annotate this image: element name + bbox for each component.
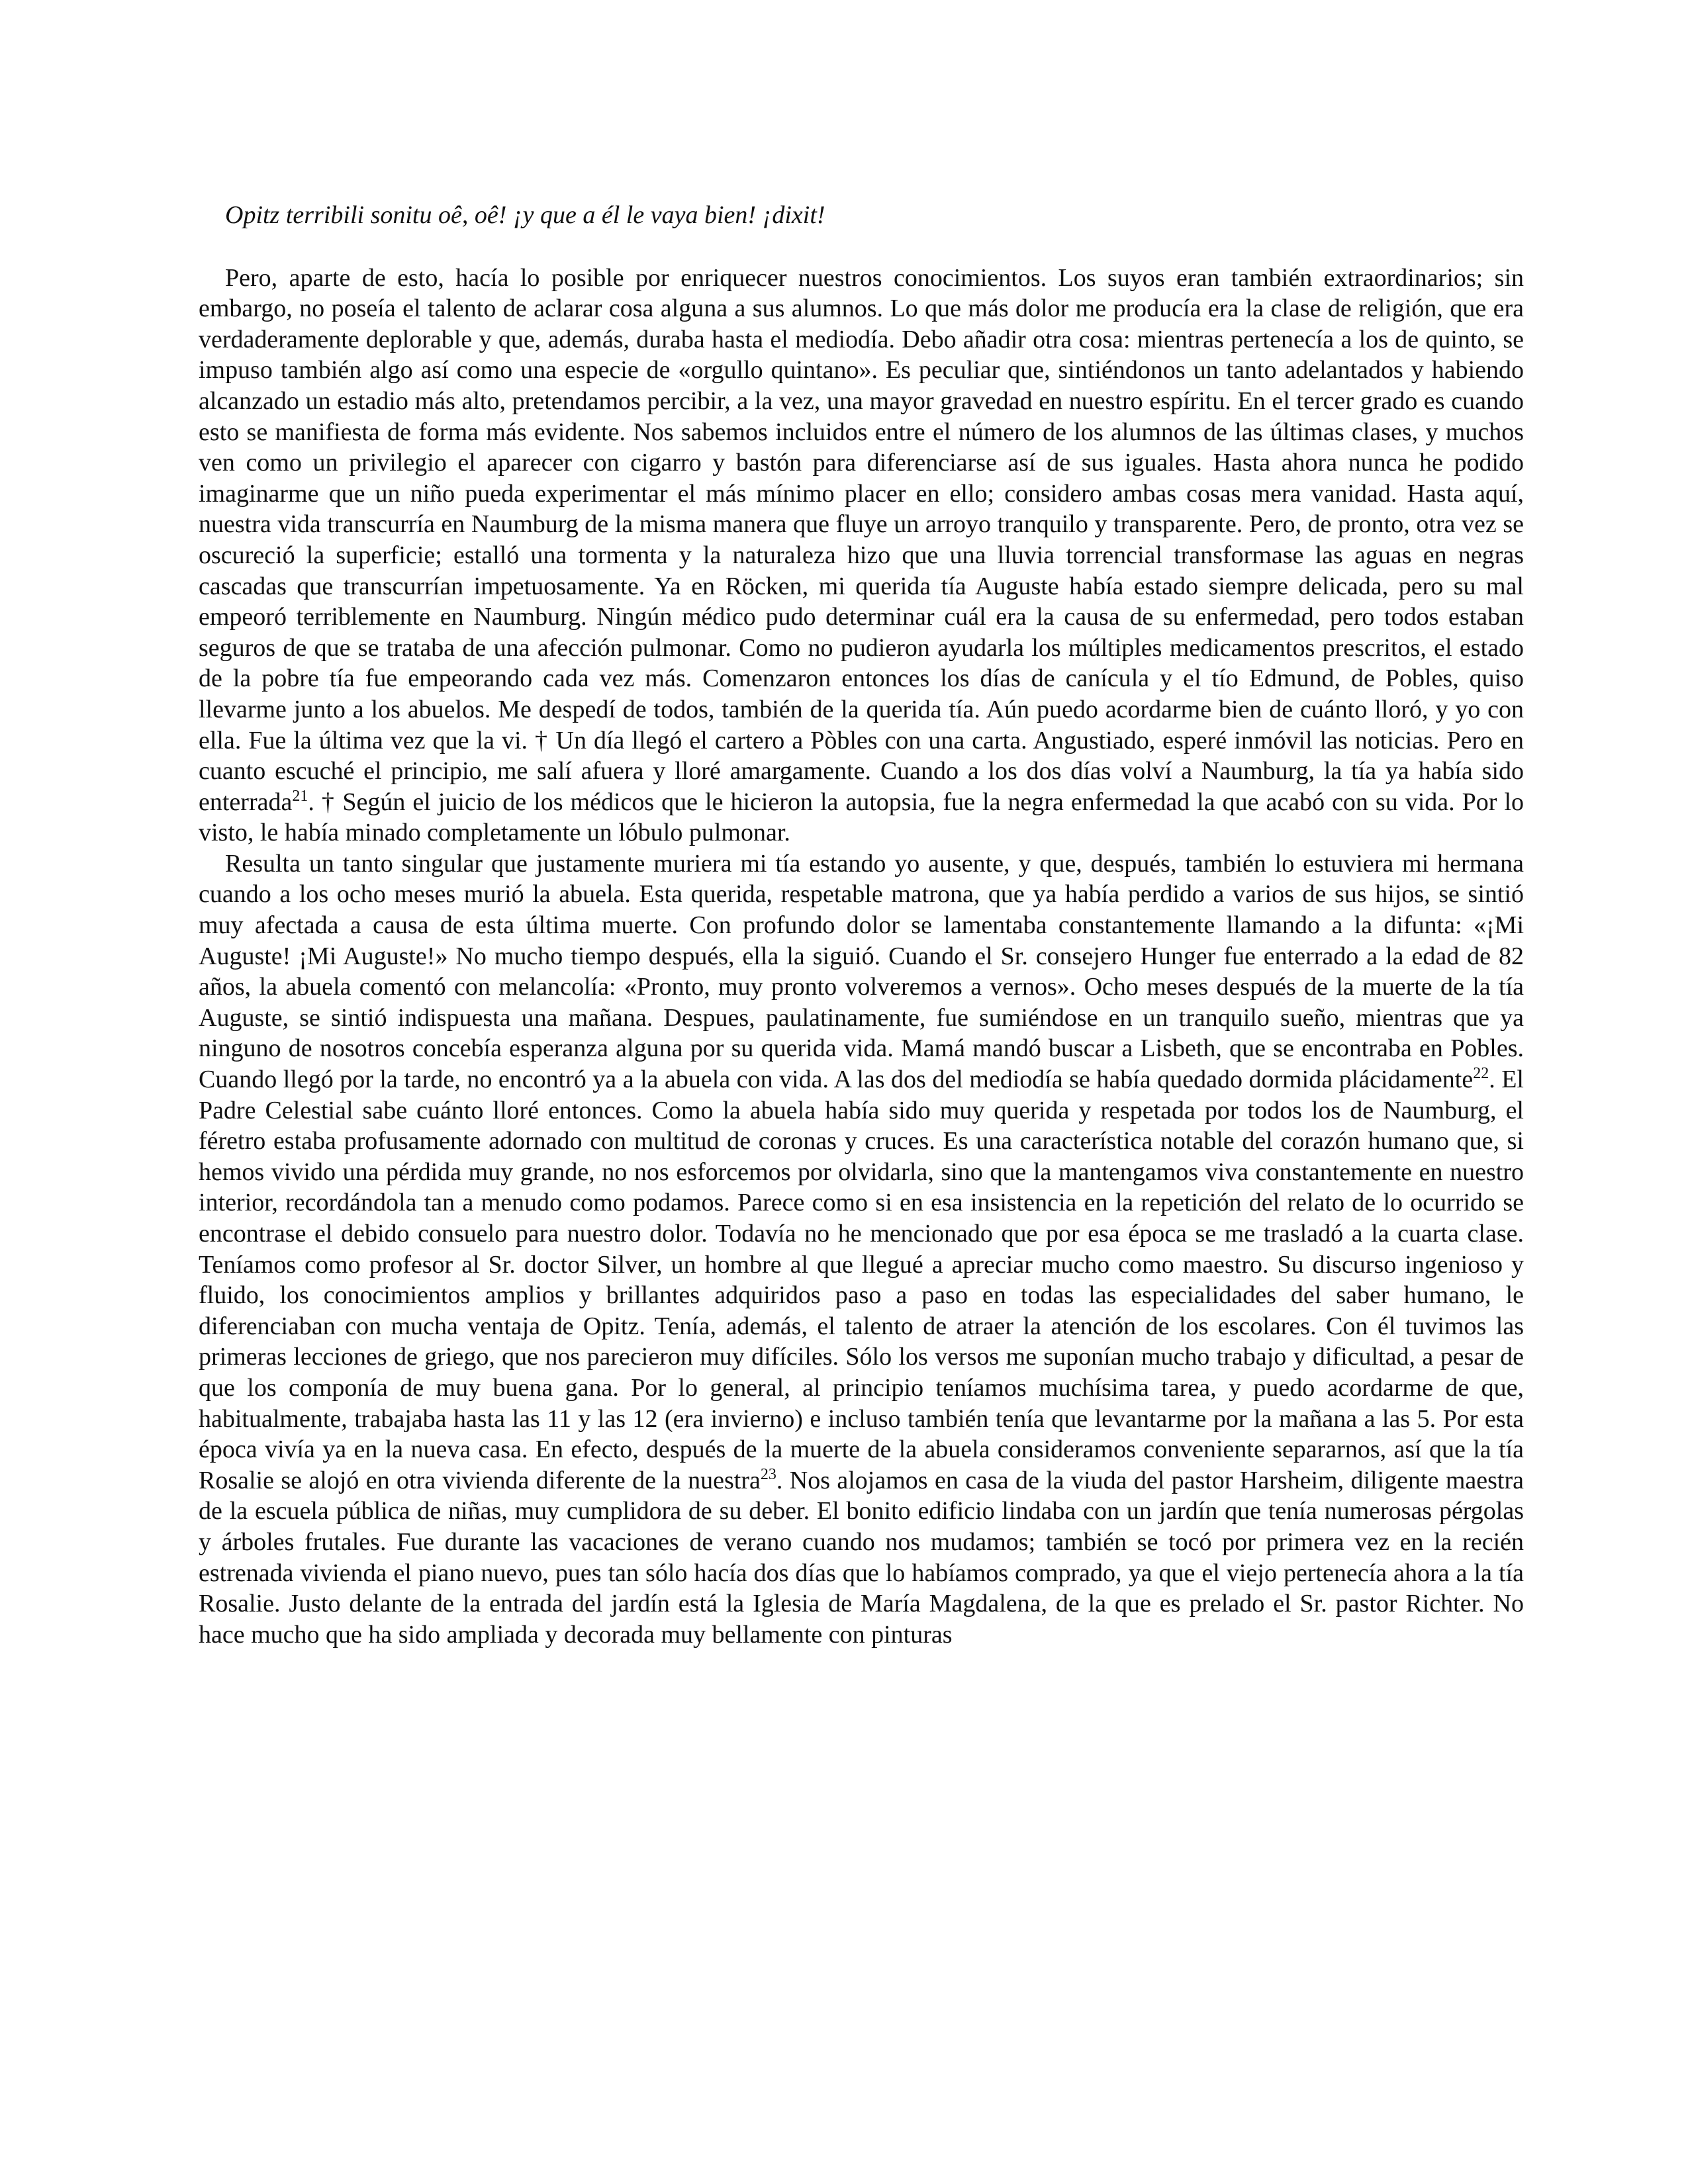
paragraph-text: . Nos alojamos en casa de la viuda del pastor Harsheim, diligente maestra de la escuela pública de niñas, muy cumplidora de su deber. El bonito edificio lindaba con un jardín que tenía numerosas pérgolas y árboles frutales. Fue durante las vacaciones de verano cuando nos mudamos; también se tocó por primera vez en la recién estrenada vivienda el piano nuevo, pues tan sólo hacía dos días que lo habíamos comprado, ya que el viejo pertenecía ahora a la tía Rosalie. Justo delante de la entrada del jardín está la Iglesia de María Magdalena, de la que es prelado el Sr. pastor Richter. No hace mucho que ha sido ampliada y decorada muy bellamente con pinturas bbox=[199, 1466, 1524, 1649]
footnote-ref[interactable]: 23 bbox=[760, 1465, 776, 1483]
paragraph-text: . El Padre Celestial sabe cuánto lloré entonces. Como la abuela había sido muy querida y respetada por todos los de Naumburg, el féretro estaba profusamente adornado con multitud de coronas y cruces. Es una característica notable del corazón humano que, si hemos vivido una pérdida muy grande, no nos esforcemos por olvidarla, sino que la mantengamos viva constantemente en nuestro interior, recordándola tan a menudo como podamos. Parece como si en esa insistencia en la repetición del relato de lo ocurrido se encontrase el debido consuelo para nuestro dolor. Todavía no he mencionado que por esa época se me trasladó a la cuarta clase. Teníamos como profesor al Sr. doctor Silver, un hombre al que llegué a apreciar mucho como maestro. Su discurso ingenioso y fluido, los conocimientos amplios y brillantes adquiridos paso a paso en todas las especialidades del saber humano, le diferenciaban con mucha ventaja de Opitz. Tenía, además, el talento de atraer la atención de los escolares. Con él tuvimos las primeras lecciones de griego, que nos parecieron muy difíciles. Sólo los versos me suponían mucho trabajo y dificultad, a pesar de que los componía de muy buena gana. Por lo general, al principio teníamos muchísima tarea, y puedo acordarme de que, habitualmente, trabajaba hasta las 11 y las 12 (era invierno) e incluso también tenía que levantarme por la mañana a las 5. Por esta época vivía ya en la nueva casa. En efecto, después de la muerte de la abuela consideramos conveniente separarnos, así que la tía Rosalie se alojó en otra vivienda diferente de la nuestra bbox=[199, 1066, 1524, 1494]
paragraph-text: . † Según el juicio de los médicos que le hicieron la autopsia, fue la negra enfermedad la que acabó con su vida. Por lo visto, le había minado completamente un lóbulo pulmonar. bbox=[199, 788, 1524, 847]
paragraph-text: Resulta un tanto singular que justamente muriera mi tía estando yo ausente, y que, después, también lo estuviera mi hermana cuando a los ocho meses murió la abuela. Esta querida, respetable matrona, que ya había perdido a varios de sus hijos, se sintió muy afectada a causa de esta última muerte. Con profundo dolor se lamentaba constantemente llamando a la difunta: «¡Mi Auguste! ¡Mi Auguste!» No mucho tiempo después, ella la siguió. Cuando el Sr. consejero Hunger fue enterrado a la edad de 82 años, la abuela comentó con melancolía: «Pronto, muy pronto volveremos a vernos». Ocho meses después de la muerte de la tía Auguste, se sintió indispuesta una mañana. Despues, paulatinamente, fue sumiéndose en un tranquilo sueño, mientras que ya ninguno de nosotros concebía esperanza alguna por su querida vida. Mamá mandó buscar a Lisbeth, que se encontraba en Pobles. Cuando llegó por la tarde, no encontró ya a la abuela con vida. A las dos del mediodía se había quedado dormida plácidamente bbox=[199, 849, 1524, 1094]
paragraph-text: Pero, aparte de esto, hacía lo posible por enriquecer nuestros conocimientos. Los suyos eran también extraordinarios; sin embargo, no poseía el talento de aclarar cosa alguna a sus alumnos. Lo que más dolor me producía era la clase de religión, que era verdaderamente deplorable y que, además, duraba hasta el mediodía. Debo añadir otra cosa: mientras pertenecía a los de quinto, se impuso también algo así como una especie de «orgullo quintano». Es peculiar que, sintiéndonos un tanto adelantados y habiendo alcanzado un estadio más alto, pretendamos percibir, a la vez, una mayor gravedad en nuestro espíritu. En el tercer grado es cuando esto se manifiesta de forma más evidente. Nos sabemos incluidos entre el número de los alumnos de las últimas clases, y muchos ven como un privilegio el aparecer con cigarro y bastón para diferenciarse así de sus iguales. Hasta ahora nunca he podido imaginarme que un niño pueda experimentar el más mínimo placer en ello; considero ambas cosas mera vanidad. Hasta aquí, nuestra vida transcurría en Naumburg de la misma manera que fluye un arroyo tranquilo y transparente. Pero, de pronto, otra vez se oscureció la superficie; estalló una tormenta y la naturaleza hizo que una lluvia torrencial transformase las aguas en negras cascadas que transcurrían impetuosamente. Ya en Röcken, mi querida tía Auguste había estado siempre delicada, pero su mal empeoró terriblemente en Naumburg. Ningún médico pudo determinar cuál era la causa de su enfermedad, pero todos estaban seguros de que se trataba de una afección pulmonar. Como no pudieron ayudarla los múltiples medicamentos prescritos, el estado de la pobre tía fue empeorando cada vez más. Comenzaron entonces los días de canícula y el tío Edmund, de Pobles, quiso llevarme junto a los abuelos. Me despedí de todos, también de la querida tía. Aún puedo acordarme bien de cuánto lloró, y yo con ella. Fue la última vez que la vi. † Un día llegó el cartero a Pòbles con una carta. Angustiado, esperé inmóvil las noticias. Pero en cuanto escuché el principio, me salí afuera y lloré amargamente. Cuando a los dos días volví a Naumburg, la tía ya había sido enterrada bbox=[199, 263, 1524, 816]
document-page bbox=[199, 192, 1524, 1650]
footnote-ref[interactable]: 22 bbox=[1473, 1065, 1489, 1083]
footnote-ref[interactable]: 21 bbox=[292, 787, 308, 805]
paragraph bbox=[199, 848, 1524, 1650]
paragraph bbox=[199, 263, 1524, 848]
epigraph: Opitz terribili sonitu oê, oê! ¡y que a él le vaya bien! ¡dixit! bbox=[225, 201, 825, 229]
